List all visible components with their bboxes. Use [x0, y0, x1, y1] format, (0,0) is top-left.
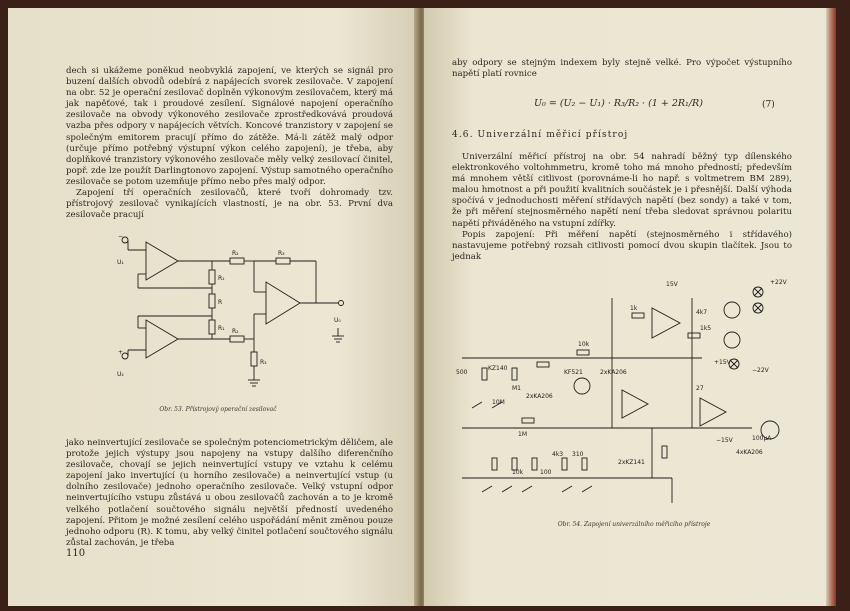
right-paragraph-2: Univerzální měřicí přístroj na obr. 54 nahradí běžný typ dílenského elektronkového voltohmmetru, kromě toho má mnoho předností; především má mnohem větší citlivost (porovnáme-li ho např. s voltmetrem BM 289), malou hmotnost a při použití kvalitních součástek je i přesnější. Další výhoda spočívá v jednoduchosti měření střídavých napětí (bez sondy) a také v tom, že při měření stejnosměrného napětí není třeba sledovat správnou polaritu napětí přiváděného na vstupní zdířky.: [452, 152, 792, 229]
svg-text:4xKA206: 4xKA206: [736, 449, 763, 456]
svg-text:100: 100: [540, 469, 552, 476]
transistor-lower: [724, 332, 740, 348]
opamp-1: [652, 308, 680, 338]
resistor-r1-lower: [209, 320, 215, 334]
page-number: 110: [66, 548, 86, 559]
section-heading: 4.6. Univerzální měřicí přístroj: [452, 130, 629, 140]
resistor: [492, 458, 497, 470]
svg-text:10k: 10k: [578, 341, 590, 348]
equation-7: U₀ = (U₂ − U₁) · R₃/R₂ · (1 + 2R₁/R): [534, 98, 703, 109]
left-paragraph-2: Zapojení tří operačních zesilovačů, které tvoří dohromady tzv. přístrojový zesilovač vynikajících vlastností, je na obr. 53. První dva zesilovače pracují: [66, 188, 393, 221]
svg-text:4k3: 4k3: [552, 451, 564, 458]
svg-text:R: R: [218, 299, 223, 306]
svg-text:1k: 1k: [630, 305, 638, 312]
right-paragraph-3: Popis zapojení: Při měření napětí (stejnosměrného i střídavého) nastavujeme potřebný rozsah citlivosti pomocí dvou skupin tlačítek. Jsou to jednak: [452, 229, 792, 262]
label-u2: U₂: [117, 371, 124, 378]
resistor: [512, 368, 517, 380]
svg-text:+15V: +15V: [714, 359, 731, 366]
svg-text:10k: 10k: [512, 469, 524, 476]
resistor-r1-upper: [209, 270, 215, 284]
right-text-body: [452, 152, 792, 263]
svg-text:R₃: R₃: [278, 250, 285, 257]
svg-text:R₁: R₁: [218, 325, 225, 332]
opamp-lower: [146, 320, 178, 358]
resistor: [522, 418, 534, 423]
resistor: [662, 446, 667, 458]
svg-text:2xKA206: 2xKA206: [526, 393, 553, 400]
opamp-2: [622, 390, 648, 418]
svg-text:2xKZ141: 2xKZ141: [618, 459, 645, 466]
left-text-top: [66, 66, 393, 221]
svg-text:R₁: R₁: [218, 275, 225, 282]
resistor: [632, 313, 644, 318]
resistor: [537, 362, 549, 367]
svg-text:310: 310: [572, 451, 584, 458]
label-u1: U₁: [117, 259, 124, 266]
svg-text:R₃: R₃: [260, 359, 267, 366]
svg-text:−15V: −15V: [716, 437, 733, 444]
output-terminal: [339, 301, 344, 306]
transistor-kf521: [574, 378, 590, 394]
svg-text:+22V: +22V: [770, 279, 787, 286]
resistor: [582, 458, 587, 470]
page-edge: [826, 8, 836, 606]
svg-text:1M: 1M: [518, 431, 527, 438]
resistor-r3-feedback: [276, 258, 290, 264]
right-paragraph-1: aby odpory se stejným indexem byly stejně velké. Pro výpočet výstupního napětí platí rovnice: [452, 58, 792, 80]
resistor-r: [209, 294, 215, 308]
svg-text:100μA: 100μA: [752, 435, 772, 442]
svg-text:KZ140: KZ140: [488, 365, 508, 372]
figure-54-caption: Obr. 54. Zapojení univerzálního měřicího přístroje: [557, 521, 711, 528]
book-spread: [6, 8, 844, 606]
svg-text:R₂: R₂: [232, 250, 239, 257]
svg-text:4k7: 4k7: [696, 309, 708, 316]
svg-text:2xKA206: 2xKA206: [600, 369, 627, 376]
svg-text:27: 27: [696, 385, 704, 392]
left-page: [8, 8, 418, 606]
opamp-3: [700, 398, 726, 426]
right-page: [424, 8, 836, 606]
svg-text:500: 500: [456, 369, 468, 376]
transistor-upper: [724, 302, 740, 318]
resistor: [688, 333, 700, 338]
svg-text:R₂: R₂: [232, 328, 239, 335]
svg-text:15V: 15V: [666, 281, 678, 288]
label-u0: U₀: [334, 317, 341, 324]
resistor: [532, 458, 537, 470]
opamp-output: [266, 282, 300, 324]
resistor-r2-upper: [230, 258, 244, 264]
svg-text:10M: 10M: [492, 399, 505, 406]
equation-number: (7): [762, 100, 775, 110]
left-paragraph-1: dech si ukážeme poněkud neobvyklá zapojení, ve kterých se signál pro buzení dalších obvodů odebírá z napájecích svorek zesilovače. V zapojení na obr. 52 je operační zesilovač doplněn výkonovým zesilovačem, který má jak napěťové, tak i proudové zesílení. Signálové napojení operačního zesilovače na obvody výkonového zesilovače zprostředkovává proudová vazba přes odpory v napájecích větvích. Koncové tranzistory v zapojení se společným emitorem pracují přímo do zátěže. Má-li zátěž malý odpor (určuje přímo potřebný výstupní výkon celého zapojení), je třeba, aby doplňkové tranzistory výkonového zesilovače měly velký zesilovací činitel, popř. zde lze použít Darlingtonovo zapojení. Výstup samotného operačního zesilovače se potom uzemňuje přímo nebo přes malý odpor.: [66, 66, 393, 187]
opamp-upper: [146, 242, 178, 280]
left-paragraph-3: jako neinvertující zesilovače se společným potenciometrickým děličem, ale protože jejich výstupy jsou napojeny na vstupy dalšího diferenčního zesilovače, chovají se jejich neinvertující vstupy ve vztahu k celému zapojení jako invertující (u horního zesilovače) a neinvertující vstup (u dolního zesilovače) jednoho operačního zesilovače. Velký vstupní odpor neinvertujícího vstupu zůstává u obou zesilovačů zachován a to je kromě velkého potlačení součtového signálu největší předností uvedeného zapojení. Přitom je možné zesílení celého uspořádání měnit změnou pouze jednoho odporu (R). K tomu, aby velký činitel potlačení součtového signálu zůstal zachován, je třeba: [66, 438, 393, 548]
figure-53-caption: Obr. 53. Přístrojový operační zesilovač: [159, 406, 277, 413]
svg-text:−22V: −22V: [752, 367, 769, 374]
svg-text:+: +: [118, 349, 124, 356]
resistor: [577, 350, 589, 355]
resistor-r3-ground: [251, 352, 257, 366]
svg-text:KF521: KF521: [564, 369, 583, 376]
resistor-r2-lower: [230, 336, 244, 342]
resistor: [562, 458, 567, 470]
figure-54-schematic: [452, 278, 802, 518]
svg-text:1k5: 1k5: [700, 325, 712, 332]
svg-text:−: −: [118, 233, 124, 240]
figure-53-schematic: [116, 230, 356, 395]
resistor: [482, 368, 487, 380]
svg-text:M1: M1: [512, 385, 521, 392]
